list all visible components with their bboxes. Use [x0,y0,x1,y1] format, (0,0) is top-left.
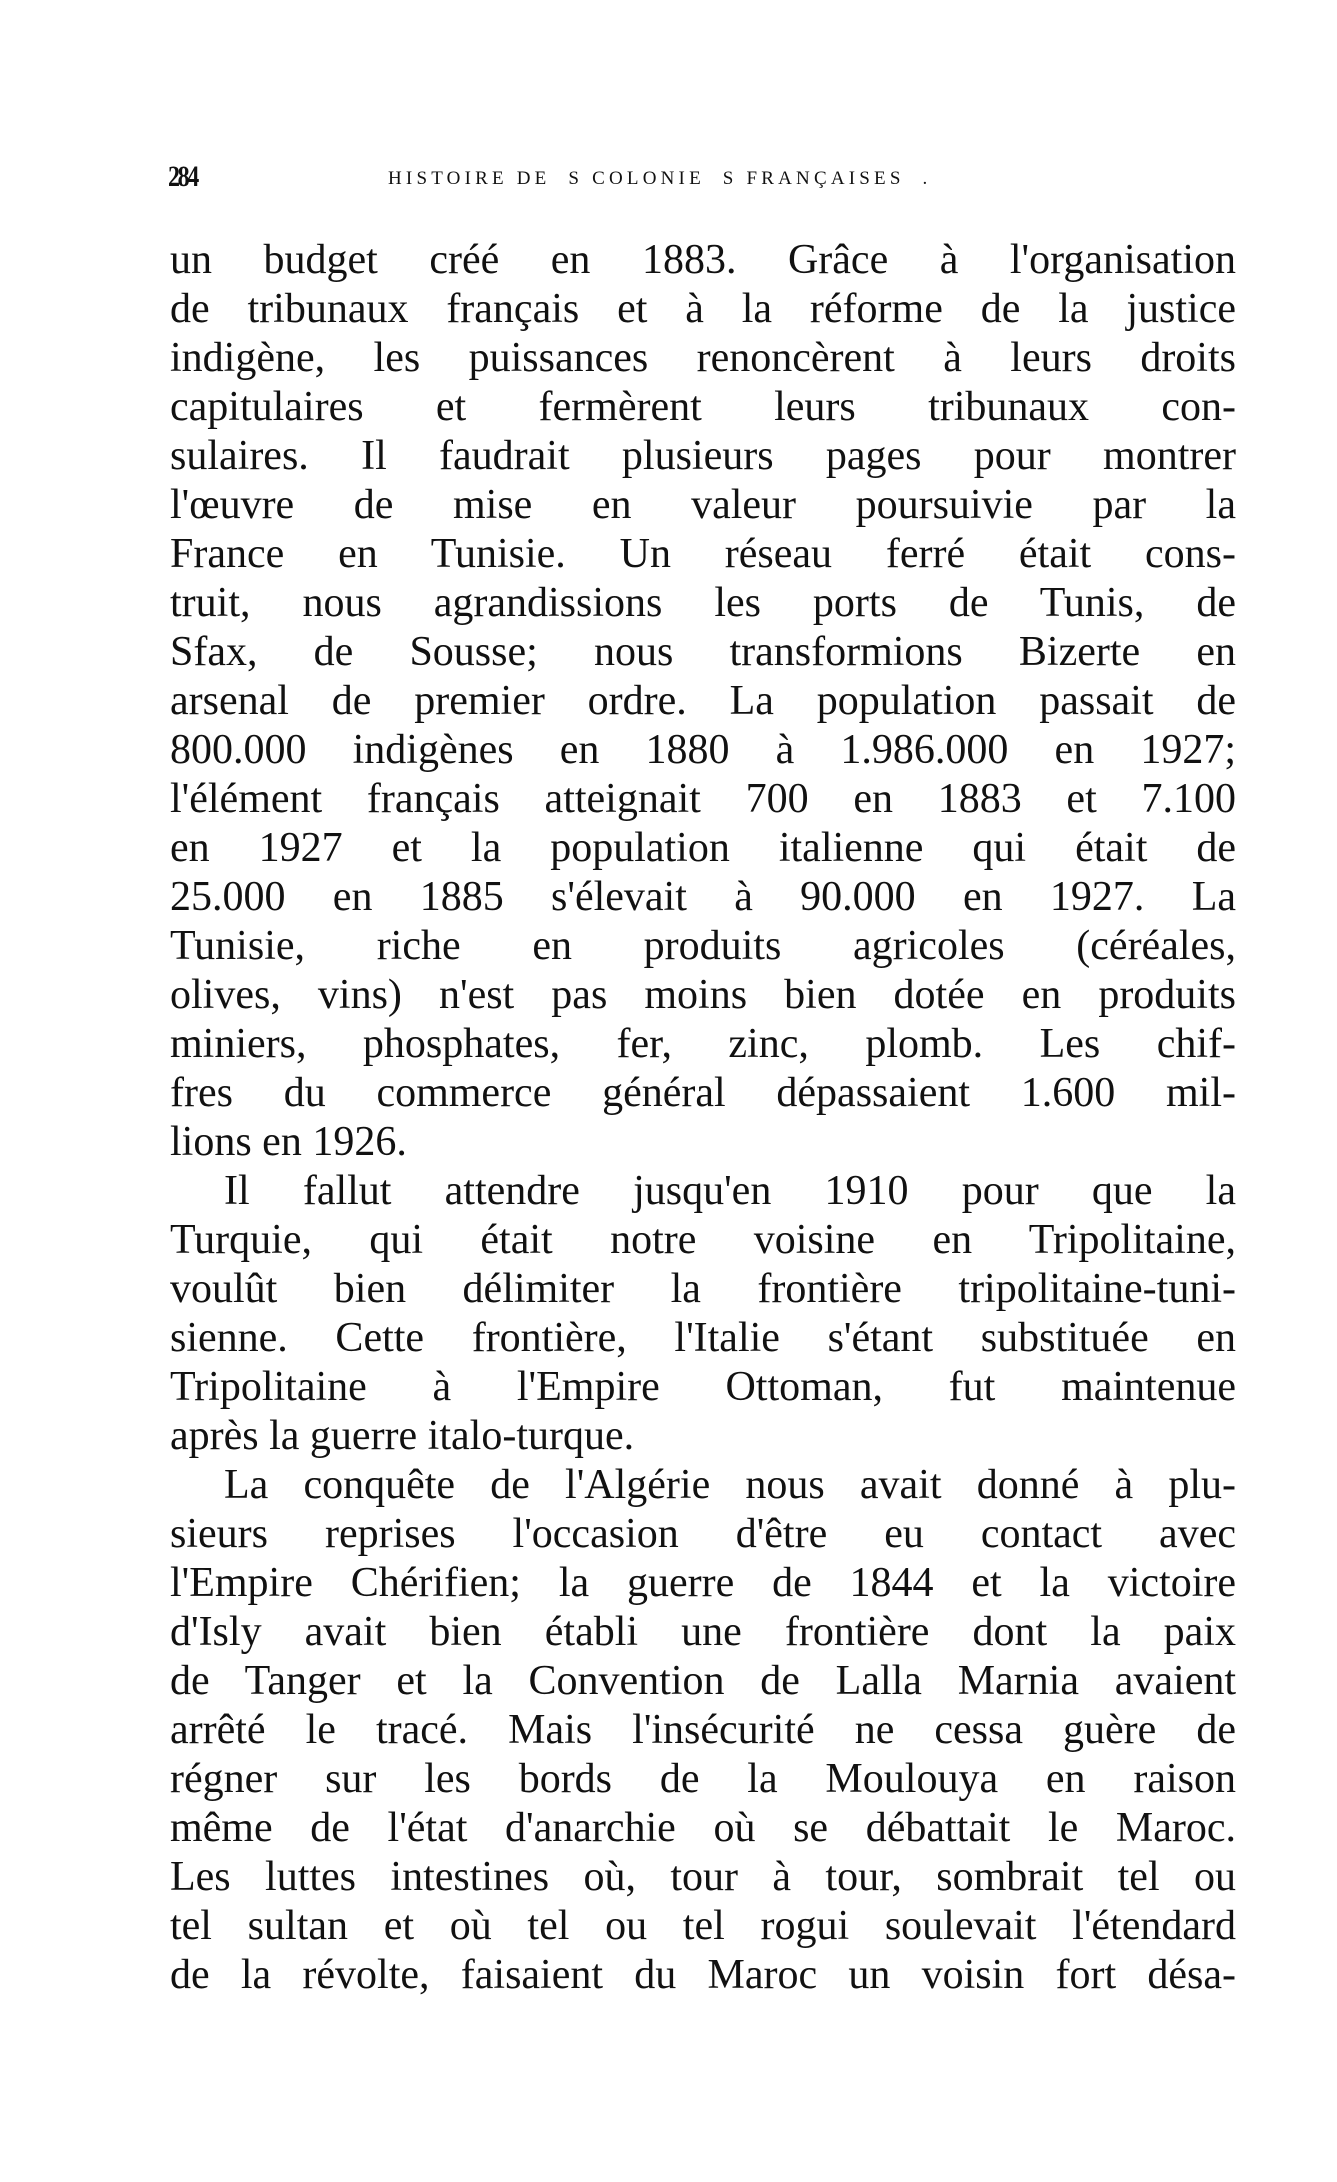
text-line: un budget créé en 1883. Grâce à l'organisation [170,237,1236,283]
paragraph-start-line: La conquête de l'Algérie nous avait donné à plu- [224,1462,1236,1508]
text-line: en 1927 et la population italienne qui était de [170,825,1236,871]
text-line: Sfax, de Sousse; nous transformions Bizerte en [170,629,1236,675]
text-line: olives, vins) n'est pas moins bien dotée en produits [170,972,1236,1018]
text-line: Turquie, qui était notre voisine en Tripolitaine, [170,1217,1236,1263]
text-line: lions en 1926. [170,1119,407,1165]
text-line: régner sur les bords de la Moulouya en raison [170,1756,1236,1802]
body-text [170,236,1236,2000]
running-title: HISTOIRE DE S COLONIE S FRANÇAISES . [388,168,932,189]
text-line: sienne. Cette frontière, l'Italie s'étant substituée en [170,1315,1236,1361]
text-line: de tribunaux français et à la réforme de la justice [170,286,1236,332]
text-line: arrêté le tracé. Mais l'insécurité ne cessa guère de [170,1707,1236,1753]
text-line: Tunisie, riche en produits agricoles (céréales, [170,923,1236,969]
text-line: de Tanger et la Convention de Lalla Marnia avaient [170,1658,1236,1704]
page-number: 284 [168,160,197,193]
text-line: l'élément français atteignait 700 en 1883 et 7.100 [170,776,1236,822]
text-line: miniers, phosphates, fer, zinc, plomb. Les chif- [170,1021,1236,1067]
text-line: après la guerre italo-turque. [170,1413,635,1459]
text-line: de la révolte, faisaient du Maroc un voisin fort désa- [170,1952,1236,1998]
text-line: fres du commerce général dépassaient 1.600 mil- [170,1070,1236,1116]
paragraph-start-line: Il fallut attendre jusqu'en 1910 pour que la [224,1168,1236,1214]
text-line: tel sultan et où tel ou tel rogui soulevait l'étendard [170,1903,1236,1949]
text-line: capitulaires et fermèrent leurs tribunaux con- [170,384,1236,430]
running-head [168,160,1238,200]
text-line: même de l'état d'anarchie où se débattait le Maroc. [170,1805,1236,1851]
text-line: sulaires. Il faudrait plusieurs pages pour montrer [170,433,1236,479]
text-line: l'œuvre de mise en valeur poursuivie par la [170,482,1236,528]
text-line: truit, nous agrandissions les ports de Tunis, de [170,580,1236,626]
text-line: sieurs reprises l'occasion d'être eu contact avec [170,1511,1236,1557]
text-line: indigène, les puissances renoncèrent à leurs droits [170,335,1236,381]
text-line: l'Empire Chérifien; la guerre de 1844 et la victoire [170,1560,1236,1606]
text-line: d'Isly avait bien établi une frontière dont la paix [170,1609,1236,1655]
text-line: Tripolitaine à l'Empire Ottoman, fut maintenue [170,1364,1236,1410]
text-line: Les luttes intestines où, tour à tour, sombrait tel ou [170,1854,1236,1900]
text-line: voulût bien délimiter la frontière tripolitaine-tuni- [170,1266,1236,1312]
text-line: arsenal de premier ordre. La population passait de [170,678,1236,724]
text-line: 25.000 en 1885 s'élevait à 90.000 en 1927. La [170,874,1236,920]
text-line: 800.000 indigènes en 1880 à 1.986.000 en 1927; [170,727,1236,773]
text-line: France en Tunisie. Un réseau ferré était cons- [170,531,1236,577]
